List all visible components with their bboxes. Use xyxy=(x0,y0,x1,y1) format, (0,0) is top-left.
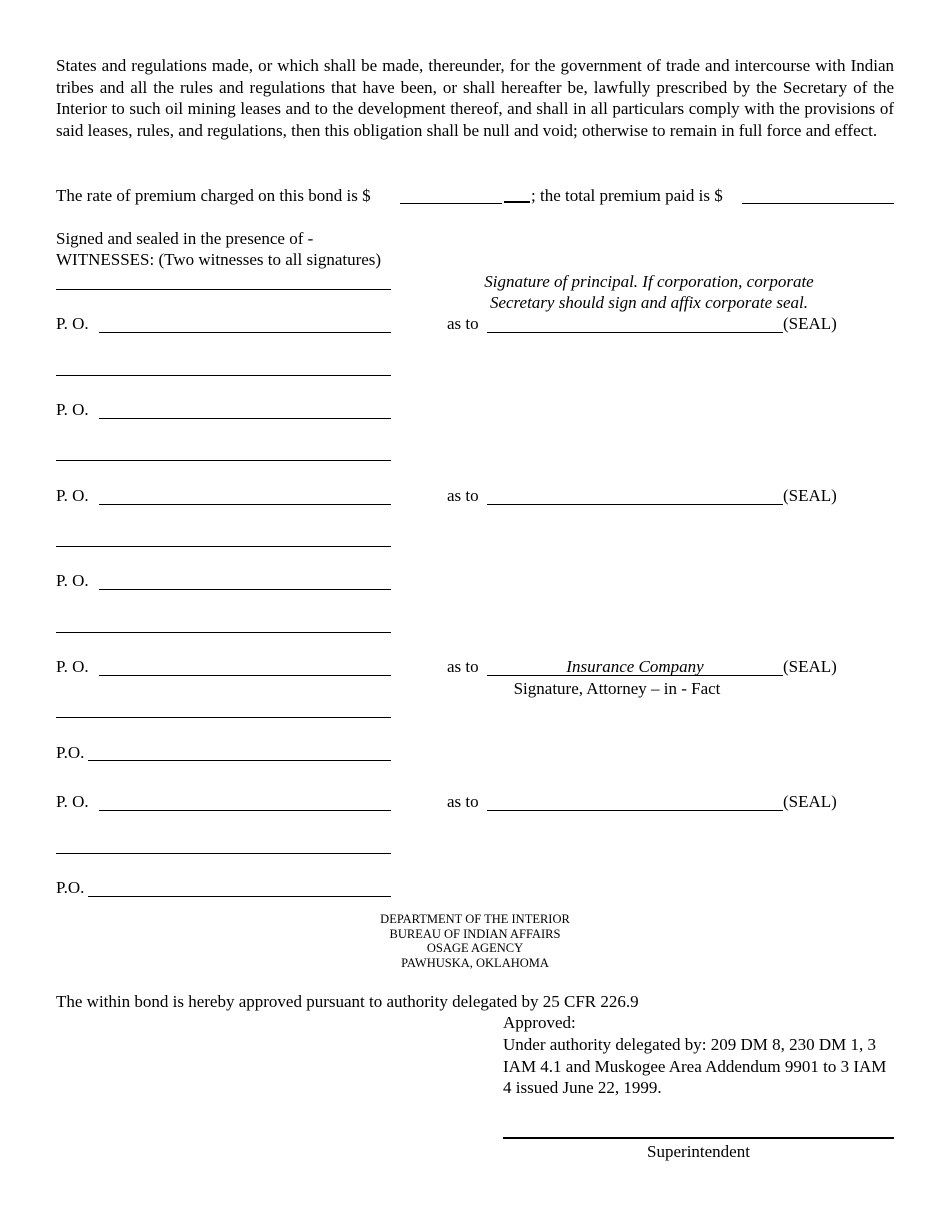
seal-label: (SEAL) xyxy=(783,314,837,333)
approved-label: Approved: xyxy=(503,1013,576,1032)
principal-signature-line[interactable] xyxy=(487,332,783,333)
as-to-label: as to xyxy=(447,657,479,676)
po-label-compact: P.O. xyxy=(56,743,85,762)
po-label: P. O. xyxy=(56,314,89,333)
as-to-label: as to xyxy=(447,314,479,333)
premium-total-label: ; the total premium paid is $ xyxy=(531,186,723,205)
insurance-company-name: Insurance Company xyxy=(566,657,704,676)
superintendent-title: Superintendent xyxy=(647,1142,750,1161)
po-label: P. O. xyxy=(56,486,89,505)
po-label: P. O. xyxy=(56,792,89,811)
po-label: P. O. xyxy=(56,400,89,419)
witness-signature-line[interactable] xyxy=(56,546,391,547)
authority-text: Under authority delegated by: 209 DM 8, 230 DM 1, 3 IAM 4.1 and Muskogee Area Addendum 9901 to 3 IAM 4 issued June 22, 1999. xyxy=(503,1035,887,1097)
seal-label: (SEAL) xyxy=(783,486,837,505)
principal-instructions-line2: Secretary should sign and affix corporate seal. xyxy=(489,293,809,312)
principal-signature-line[interactable] xyxy=(487,810,783,811)
premium-rate-blank[interactable] xyxy=(400,203,502,204)
as-to-label: as to xyxy=(447,486,479,505)
premium-total-blank[interactable] xyxy=(742,203,894,204)
witness-signature-line[interactable] xyxy=(56,289,391,290)
po-address-line[interactable] xyxy=(88,760,391,761)
as-to-label: as to xyxy=(447,792,479,811)
premium-rate-blank-bold xyxy=(504,201,530,203)
premium-rate-label: The rate of premium charged on this bond is $ xyxy=(56,186,371,205)
po-address-line[interactable] xyxy=(99,418,391,419)
agency-location: PAWHUSKA, OKLAHOMA xyxy=(401,955,549,970)
po-address-line[interactable] xyxy=(99,504,391,505)
po-label: P. O. xyxy=(56,657,89,676)
po-label: P. O. xyxy=(56,571,89,590)
po-address-line[interactable] xyxy=(99,332,391,333)
approval-statement: The within bond is hereby approved pursuant to authority delegated by 25 CFR 226.9 xyxy=(56,992,639,1011)
po-address-line[interactable] xyxy=(99,810,391,811)
attorney-in-fact-caption: Signature, Attorney – in - Fact xyxy=(513,679,721,698)
witness-signature-line[interactable] xyxy=(56,853,391,854)
agency-name: OSAGE AGENCY xyxy=(426,941,524,955)
po-label-compact: P.O. xyxy=(56,878,85,897)
principal-instructions-line1: Signature of principal. If corporation, corporate xyxy=(484,272,814,291)
po-address-line[interactable] xyxy=(99,675,391,676)
agency-block xyxy=(325,912,625,970)
witnesses-text: WITNESSES: (Two witnesses to all signatures) xyxy=(56,250,382,269)
agency-bureau: BUREAU OF INDIAN AFFAIRS xyxy=(389,926,561,941)
seal-label: (SEAL) xyxy=(783,792,837,811)
po-address-line[interactable] xyxy=(99,589,391,590)
witness-signature-line[interactable] xyxy=(56,375,391,376)
body-paragraph: States and regulations made, or which shall be made, thereunder, for the government of trade and intercourse with Indian tribes and all the rules and regulations that have been, or shall hereafter be, lawfully prescribed by the Secretary of the Interior to such oil mining leases and to the development thereof, and shall in all particulars comply with the provisions of said leases, rules, and regulations, then this obligation shall be null and void; otherwise to remain in full force and effect. xyxy=(56,56,894,140)
superintendent-signature-line[interactable] xyxy=(503,1137,894,1139)
signed-sealed-text: Signed and sealed in the presence of - xyxy=(56,229,314,248)
witness-signature-line[interactable] xyxy=(56,717,391,718)
seal-label: (SEAL) xyxy=(783,657,837,676)
agency-department: DEPARTMENT OF THE INTERIOR xyxy=(380,912,570,926)
witness-signature-line[interactable] xyxy=(56,460,391,461)
witness-signature-line[interactable] xyxy=(56,632,391,633)
po-address-line[interactable] xyxy=(88,896,391,897)
principal-signature-line[interactable] xyxy=(487,504,783,505)
